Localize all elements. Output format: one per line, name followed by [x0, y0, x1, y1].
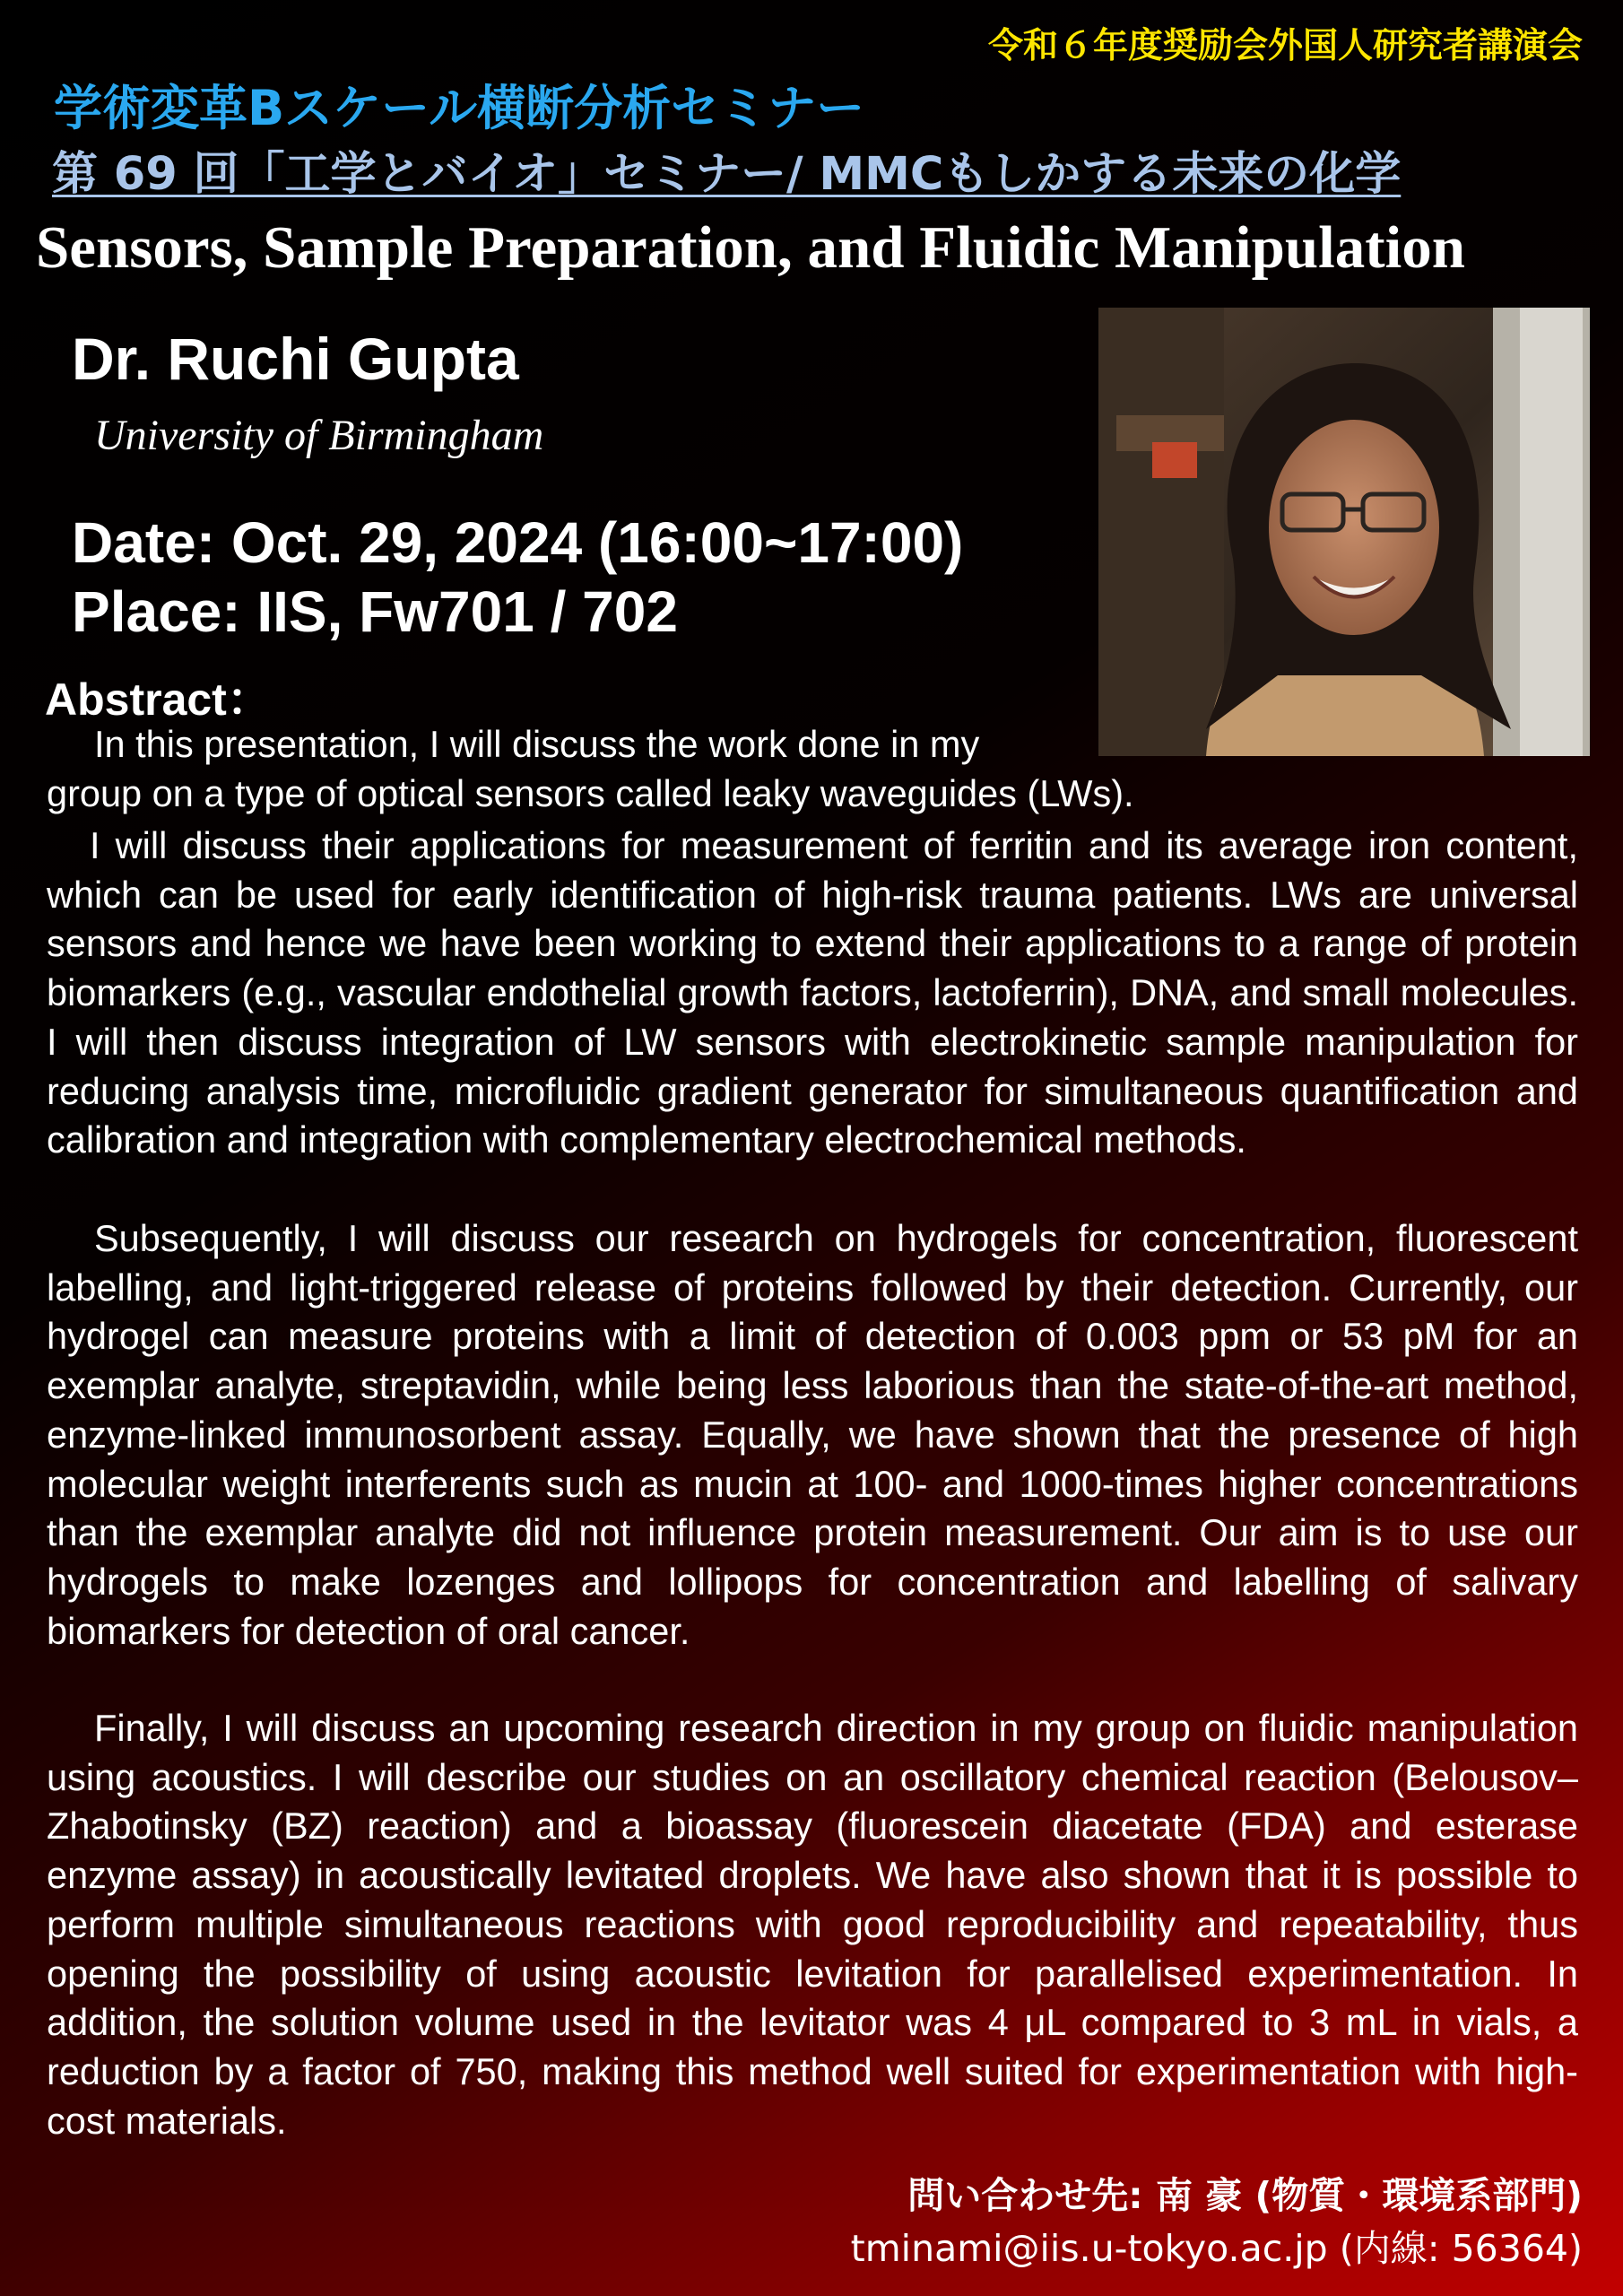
speaker-portrait-image [1098, 308, 1590, 756]
talk-title: Sensors, Sample Preparation, and Fluidic Manipulation [36, 214, 1465, 281]
abstract-paragraph-2: I will discuss their applications for measurement of ferritin and its average iron content, which can be used for early identification of high-risk trauma patients. LWs are universal sensors and hence we have been working to extend their applications to a range of protein biomarkers (e.g., vascular endothelial growth factors, lactoferrin), DNA, and small molecules. I will then discuss integration of LW sensors with electrokinetic sample manipulation for reducing analysis time, microfluidic gradient generator for simultaneous quantification and calibration and integration with complementary electrochemical methods. [47, 824, 1578, 1161]
contact-label: 問い合わせ先: 南 豪 (物質・環境系部門) [907, 2174, 1583, 2217]
speaker-photo [1098, 308, 1590, 756]
series-title: 学術変革Bスケール横断分析セミナー [54, 80, 865, 136]
event-line: 令和６年度奨励会外国人研究者講演会 [987, 26, 1583, 66]
event-date: Date: Oct. 29, 2024 (16:00~17:00) [72, 510, 964, 575]
abstract-heading: Abstract： [45, 674, 272, 725]
speaker-affiliation: University of Birmingham [94, 412, 544, 459]
abstract-paragraph-3: Subsequently, I will discuss our research on hydrogels for concentration, fluorescent labelling, and light-triggered release of proteins followed by their detection. Currently, our hydrogel can measure proteins with a limit of detection of 0.003 ppm or 53 pM for an exemplar analyte, streptavidin, while being less laborious than the state-of-the-art method, enzyme-linked immunosorbent assay. Equally, we have shown that the presence of high molecular weight interferents such as mucin at 100- and 1000-times higher concentrations than the exemplar analyte did not influence protein measurement. Our aim is to use our hydrogels to make lozenges and lollipops for concentration and labelling of salivary biomarkers for detection of oral cancer. [47, 1217, 1578, 1652]
seminar-line: 第 69 回「工学とバイオ」セミナー/ MMCもしかする未来の化学 [52, 148, 1402, 201]
abstract-paragraph-1-line-2: group on a type of optical sensors called leaky waveguides (LWs). [47, 772, 1134, 814]
abstract-paragraph-1-line-1: In this presentation, I will discuss the work done in my [94, 723, 980, 765]
speaker-name: Dr. Ruchi Gupta [72, 326, 519, 392]
abstract-paragraph-4: Finally, I will discuss an upcoming research direction in my group on fluidic manipulation using acoustics. I will describe our studies on an oscillatory chemical reaction (Belousov–Zhabotinsky (BZ) reaction) and a bioassay (fluorescein diacetate (FDA) and esterase enzyme assay) in acoustically levitated droplets. We have also shown that it is possible to perform multiple simultaneous reactions with good reproducibility and repeatability, thus opening the possibility of using acoustic levitation for parallelised experimentation. In addition, the solution volume used in the levitator was 4 μL compared to 3 mL in vials, a reduction by a factor of 750, making this method well suited for experimentation with high-cost materials. [47, 1707, 1578, 2142]
contact-email: tminami@iis.u-tokyo.ac.jp (内線: 56364) [850, 2227, 1583, 2270]
event-place: Place: IIS, Fw701 / 702 [72, 579, 678, 644]
